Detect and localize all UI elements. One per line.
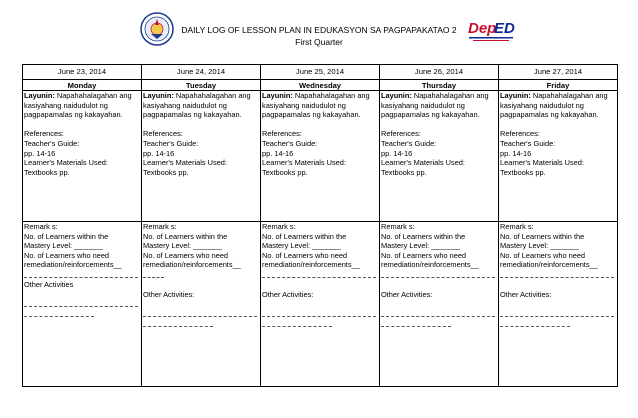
mastery-line-1: No. of Learners within the	[24, 231, 109, 241]
objective	[381, 91, 497, 120]
remarks-cell	[380, 222, 499, 387]
objective-label: Layunin:	[262, 91, 293, 100]
objective-text: Napahahalagahan ang kasiyahang naidudulot ng pagpapamalas ng kakayahan.	[500, 91, 608, 120]
blank-line	[500, 319, 570, 327]
objective	[500, 91, 616, 120]
learners-materials: Learner's Materials Used:	[262, 158, 346, 168]
learners-materials: Learner's Materials Used:	[500, 158, 584, 168]
pages: pp. 14-16	[262, 148, 294, 158]
mastery-line-2: Mastery Level: _______	[262, 241, 341, 251]
mastery-line-2: Mastery Level: _______	[143, 241, 222, 251]
lesson-cell	[142, 91, 261, 222]
textbooks: Textbooks pp.	[381, 167, 427, 177]
remarks-cell	[23, 222, 142, 387]
day-cell: Wednesday	[261, 80, 380, 91]
objective-label: Layunin:	[500, 91, 531, 100]
teachers-guide: Teacher's Guide:	[262, 138, 318, 148]
mastery-line-1: No. of Learners within the	[262, 231, 347, 241]
date-cell: June 25, 2014	[261, 65, 380, 80]
other-activities-label: Other Activities:	[381, 289, 433, 299]
blank-line	[500, 270, 614, 278]
objective-text: Napahahalagahan ang kasiyahang naidudulot ng pagpapamalas ng kakayahan.	[24, 91, 132, 120]
lesson-row	[23, 91, 618, 222]
remarks-row	[23, 222, 618, 387]
learners-materials: Learner's Materials Used:	[143, 158, 227, 168]
lesson-cell	[23, 91, 142, 222]
remarks-label: Remark s:	[24, 222, 58, 231]
remediation-line-2: remediation/reinforcements__	[500, 260, 598, 270]
blank-line	[143, 319, 213, 327]
day-cell: Friday	[499, 80, 618, 91]
lesson-cell	[380, 91, 499, 222]
mastery-line-2: Mastery Level: _______	[381, 241, 460, 251]
lesson-cell	[261, 91, 380, 222]
svg-text:Dep: Dep	[468, 20, 497, 37]
remarks-cell	[142, 222, 261, 387]
other-activities-label: Other Activities:	[262, 289, 314, 299]
remarks-cell	[499, 222, 618, 387]
remediation-line-1: No. of Learners who need	[262, 250, 348, 260]
blank-line	[24, 309, 94, 317]
blank-line	[262, 309, 376, 317]
objective	[143, 91, 259, 120]
blank-line	[381, 270, 495, 278]
blank-line	[262, 319, 332, 327]
day-row	[23, 80, 618, 91]
objective-text: Napahahalagahan ang kasiyahang naidudulot ng pagpapamalas ng kakayahan.	[143, 91, 251, 120]
references-label: References:	[262, 129, 302, 139]
remediation-line-1: No. of Learners who need	[143, 250, 229, 260]
objective-label: Layunin:	[143, 91, 174, 100]
lesson-cell	[499, 91, 618, 222]
blank-line	[143, 270, 164, 278]
textbooks: Textbooks pp.	[24, 167, 70, 177]
mastery-line-1: No. of Learners within the	[381, 231, 466, 241]
document-subtitle: First Quarter	[295, 37, 343, 47]
remediation-line-1: No. of Learners who need	[500, 250, 586, 260]
blank-line	[381, 309, 495, 317]
teachers-guide: Teacher's Guide:	[24, 138, 80, 148]
references-label: References:	[381, 129, 421, 139]
remediation-line-2: remediation/reinforcements__	[381, 260, 479, 270]
references-label: References:	[143, 129, 183, 139]
blank-line	[262, 270, 376, 278]
remediation-line-2: remediation/reinforcements__	[262, 260, 360, 270]
document-header	[0, 0, 638, 60]
learners-materials: Learner's Materials Used:	[24, 158, 108, 168]
mastery-line-1: No. of Learners within the	[500, 231, 585, 241]
day-cell: Thursday	[380, 80, 499, 91]
lesson-log-table	[22, 64, 618, 387]
remediation-line-2: remediation/reinforcements__	[24, 260, 122, 270]
remarks-label: Remark s:	[381, 222, 415, 231]
teachers-guide: Teacher's Guide:	[381, 138, 437, 148]
textbooks: Textbooks pp.	[500, 167, 546, 177]
day-cell: Monday	[23, 80, 142, 91]
other-activities-label: Other Activities:	[143, 289, 195, 299]
objective-label: Layunin:	[381, 91, 412, 100]
mastery-line-2: Mastery Level: _______	[24, 241, 103, 251]
pages: pp. 14-16	[500, 148, 532, 158]
deped-logo	[467, 15, 515, 45]
remediation-line-2: remediation/reinforcements__	[143, 260, 241, 270]
date-cell: June 27, 2014	[499, 65, 618, 80]
objective-label: Layunin:	[24, 91, 55, 100]
objective	[24, 91, 140, 120]
learners-materials: Learner's Materials Used:	[381, 158, 465, 168]
svg-text:ED: ED	[494, 20, 515, 37]
blank-line	[24, 270, 138, 278]
textbooks: Textbooks pp.	[143, 167, 189, 177]
other-activities-label: Other Activities	[24, 279, 74, 289]
teachers-guide: Teacher's Guide:	[143, 138, 199, 148]
pages: pp. 14-16	[143, 148, 175, 158]
mastery-line-1: No. of Learners within the	[143, 231, 228, 241]
objective-text: Napahahalagahan ang kasiyahang naidudulot ng pagpapamalas ng kakayahan.	[381, 91, 489, 120]
pages: pp. 14-16	[381, 148, 413, 158]
remarks-label: Remark s:	[262, 222, 296, 231]
textbooks: Textbooks pp.	[262, 167, 308, 177]
remediation-line-1: No. of Learners who need	[381, 250, 467, 260]
date-cell: June 26, 2014	[380, 65, 499, 80]
date-cell: June 23, 2014	[23, 65, 142, 80]
other-activities-label: Other Activities:	[500, 289, 552, 299]
blank-line	[143, 309, 257, 317]
remarks-label: Remark s:	[500, 222, 534, 231]
references-label: References:	[24, 129, 64, 139]
document-title: DAILY LOG OF LESSON PLAN IN EDUKASYON SA PAGPAPAKATAO 2	[181, 25, 457, 35]
date-row	[23, 65, 618, 80]
mastery-line-2: Mastery Level: _______	[500, 241, 579, 251]
teachers-guide: Teacher's Guide:	[500, 138, 556, 148]
pages: pp. 14-16	[24, 148, 56, 158]
blank-line	[381, 319, 451, 327]
date-cell: June 24, 2014	[142, 65, 261, 80]
objective-text: Napahahalagahan ang kasiyahang naidudulot ng pagpapamalas ng kakayahan.	[262, 91, 370, 120]
remarks-cell	[261, 222, 380, 387]
remediation-line-1: No. of Learners who need	[24, 250, 110, 260]
blank-line	[24, 299, 138, 307]
remarks-label: Remark s:	[143, 222, 177, 231]
references-label: References:	[500, 129, 540, 139]
blank-line	[500, 309, 614, 317]
objective	[262, 91, 378, 120]
day-cell: Tuesday	[142, 80, 261, 91]
